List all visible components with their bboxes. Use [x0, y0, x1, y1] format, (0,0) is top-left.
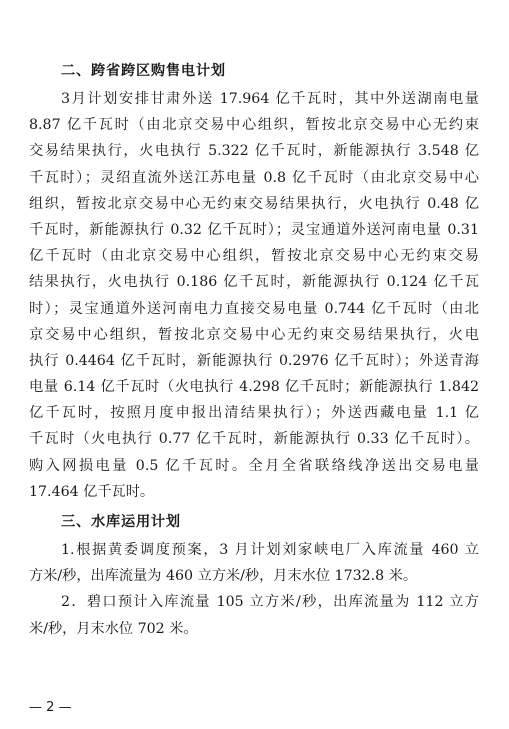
text-line: 组织，暂按北京交易中心无约束交易结果执行，火电执行 0.48 亿 [29, 195, 479, 212]
text-line: 交易结果执行，火电执行 5.322 亿千瓦时，新能源执行 3.548 亿 [29, 143, 479, 160]
text-line: 时）；灵宝通道外送河南电力直接交易电量 0.744 亿千瓦时（由北 [29, 300, 479, 317]
section-heading-reservoir-plan: 三、水库运用计划 [61, 514, 181, 530]
text-line: 3月计划安排甘肃外送 17.964 亿千瓦时，其中外送湖南电量 [61, 91, 479, 107]
text-line: 亿千瓦时（由北京交易中心组织，暂按北京交易中心无约束交易 [29, 248, 479, 265]
text-line: 执行 0.4464 亿千瓦时，新能源执行 0.2976 亿千瓦时）；外送青海 [29, 352, 479, 369]
paragraph-cross-province-plan [29, 86, 479, 505]
text-line: 2．碧口预计入库流量 105 立方米/秒，出库流量为 112 立方 [61, 594, 479, 611]
paragraph-bikou-plan [29, 589, 479, 641]
text-line: 电量 6.14 亿千瓦时（火电执行 4.298 亿千瓦时；新能源执行 1.842 [29, 379, 479, 396]
text-line: 千瓦时，新能源执行 0.32 亿千瓦时）；灵宝通道外送河南电量 0.31 [29, 221, 479, 238]
text-line: 千瓦时）；灵绍直流外送江苏电量 0.8 亿千瓦时（由北京交易中心 [29, 169, 479, 186]
text-line: 亿千瓦时，按照月度申报出清结果执行）；外送西藏电量 1.1 亿 [29, 405, 479, 422]
text-line: 千瓦时（火电执行 0.77 亿千瓦时，新能源执行 0.33 亿千瓦时）。 [29, 431, 479, 448]
paragraph-liujiaxia-plan [29, 537, 479, 589]
text-line: 1.根据黄委调度预案，3 月计划刘家峡电厂入库流量 460 立 [61, 542, 479, 558]
text-line: 购入网损电量 0.5 亿千瓦时。全月全省联络线净送出交易电量 [29, 457, 479, 474]
section-heading-cross-province-trading: 二、跨省跨区购售电计划 [61, 63, 226, 79]
document-page [29, 56, 479, 642]
text-line: 米/秒，月末水位 702 米。 [29, 620, 198, 637]
text-line: 京交易中心组织，暂按北京交易中心无约束交易结果执行，火电 [29, 326, 479, 343]
page-number: — 2 — [29, 700, 72, 715]
text-line: 17.464 亿千瓦时。 [29, 483, 155, 500]
text-line: 方米/秒，出库流量为 460 立方米/秒，月末水位 1732.8 米。 [29, 568, 418, 585]
text-line: 8.87 亿千瓦时（由北京交易中心组织，暂按北京交易中心无约束 [29, 117, 479, 134]
text-line: 结果执行，火电执行 0.186 亿千瓦时，新能源执行 0.124 亿千瓦 [29, 274, 479, 291]
